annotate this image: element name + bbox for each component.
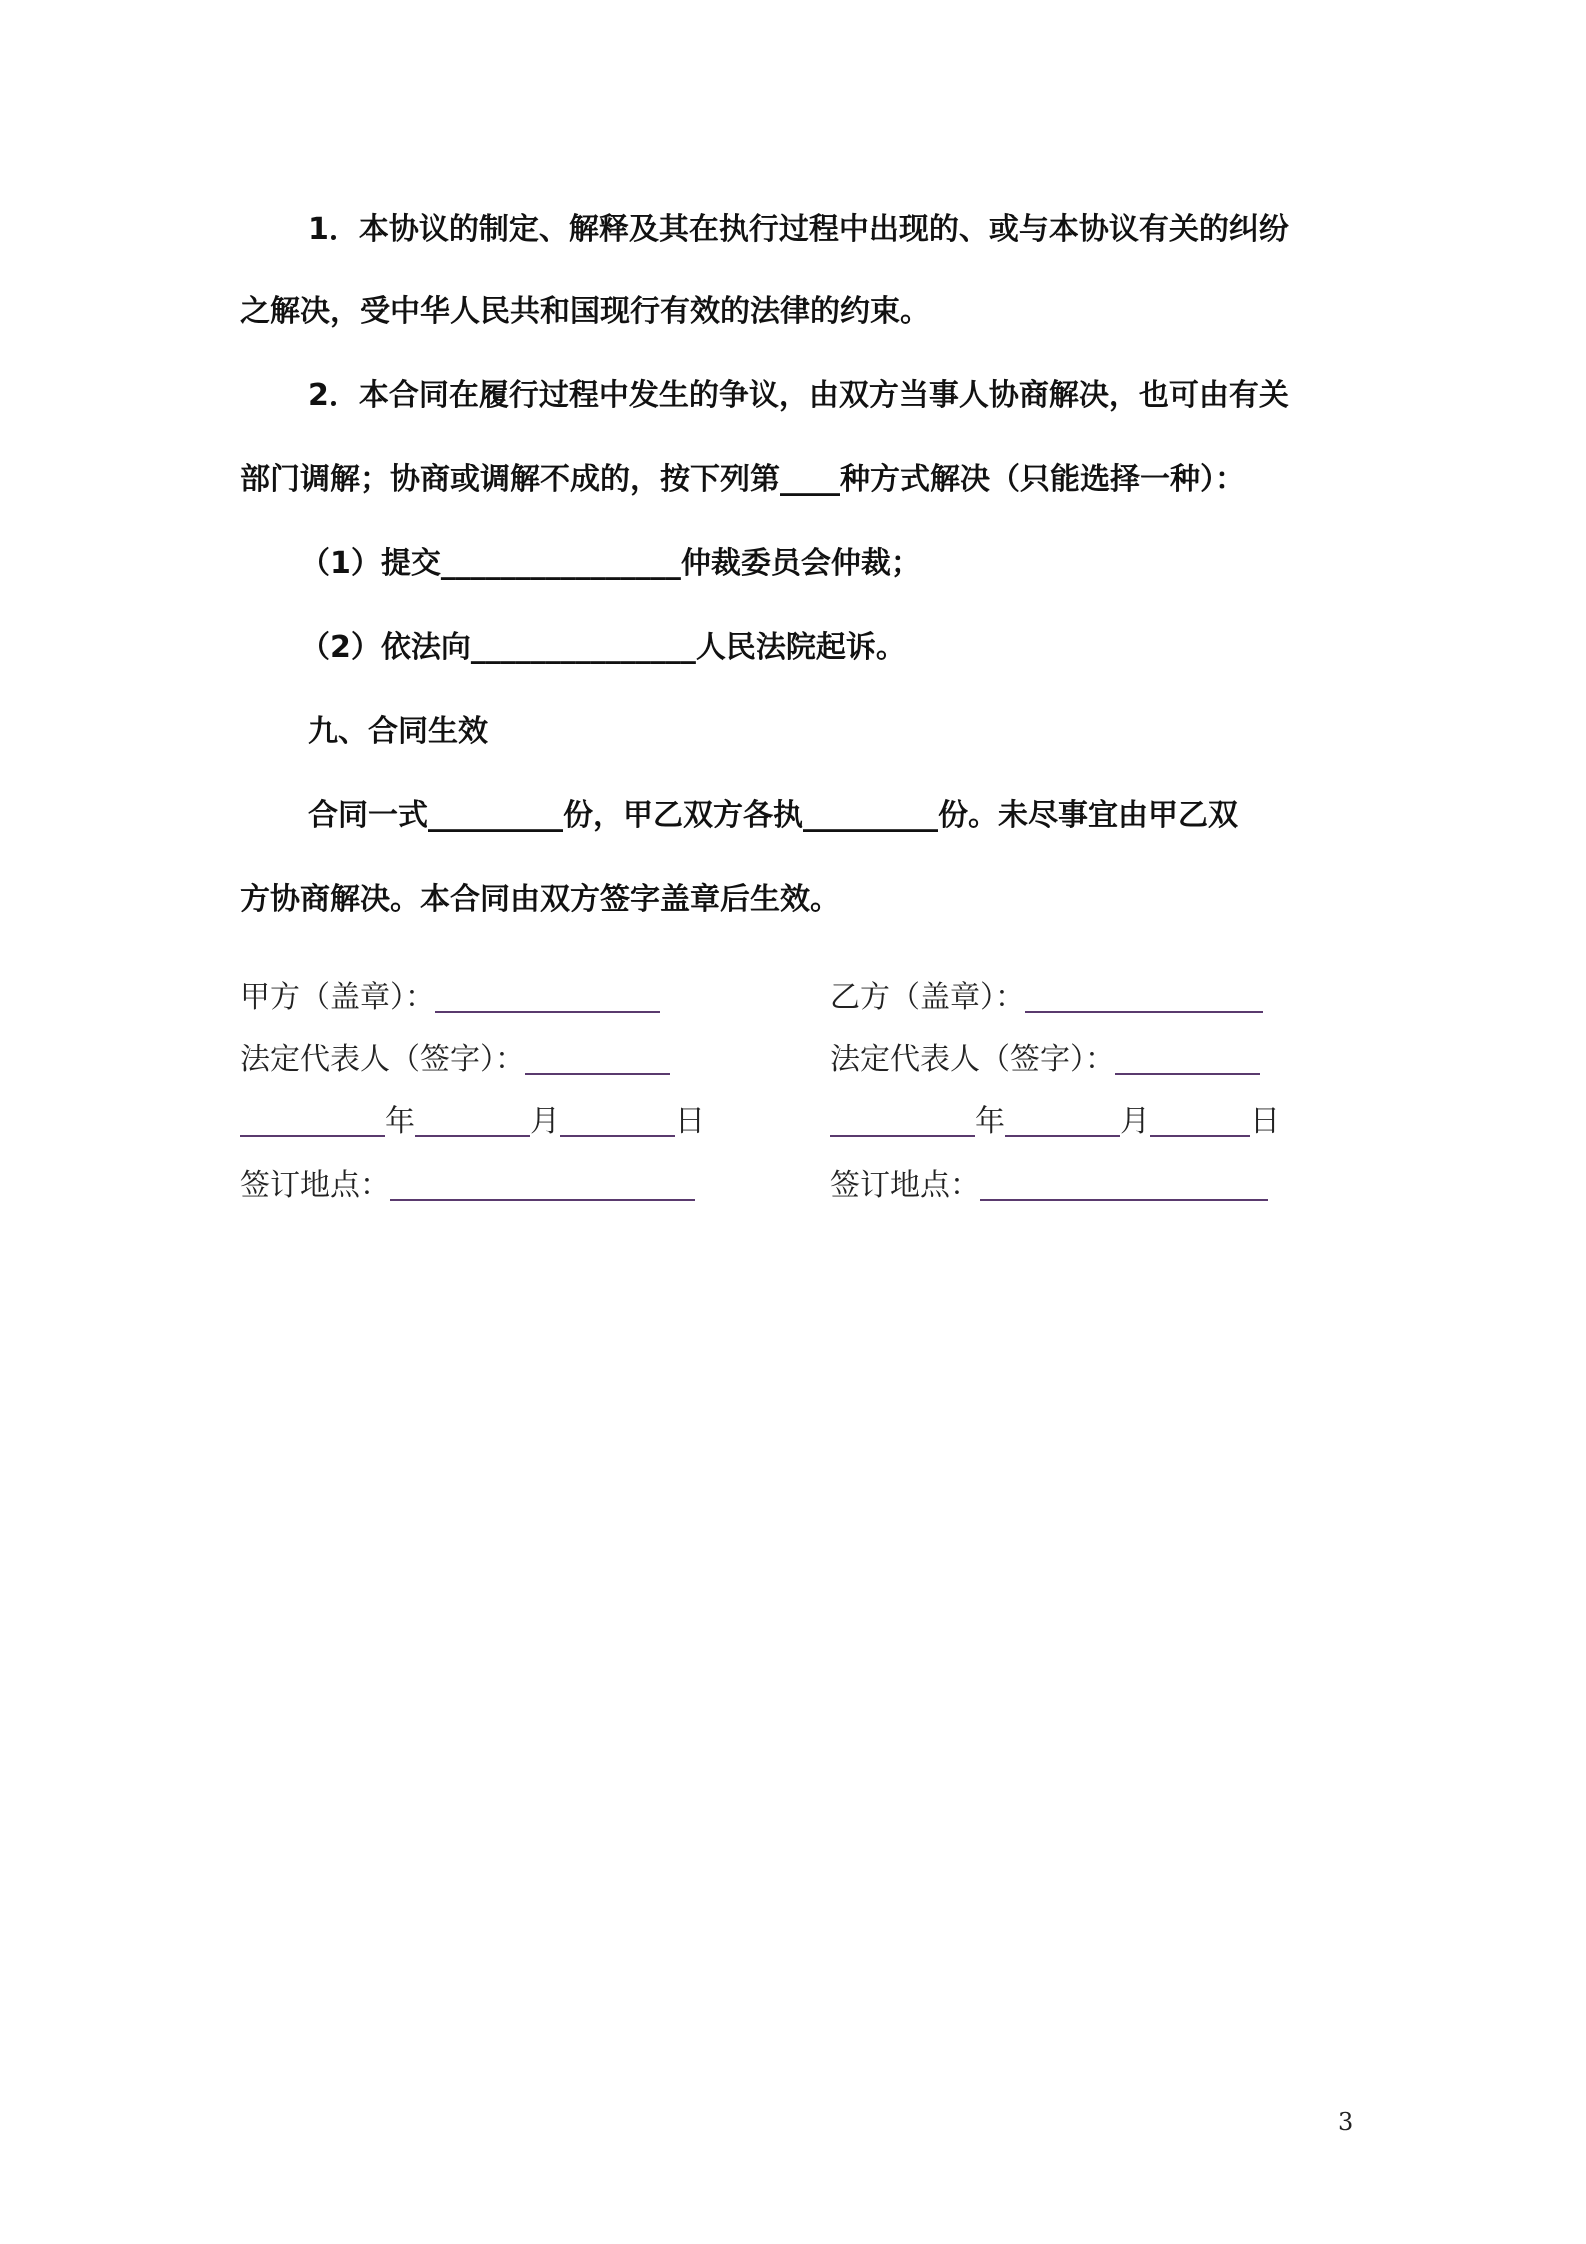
party-b-place-row <box>830 1166 1268 1206</box>
party-a-month-label: 月 <box>530 1104 560 1139</box>
clause8-item2-line1: 2．本合同在履行过程中发生的争议，由双方当事人协商解决，也可由有关 <box>308 378 1289 413</box>
party-a-month-blank[interactable] <box>415 1135 530 1137</box>
party-b-rep-blank[interactable] <box>1115 1073 1260 1075</box>
party-b-place-label: 签订地点： <box>830 1168 980 1203</box>
party-a-seal-row <box>240 978 660 1018</box>
party-b-seal-label: 乙方（盖章）： <box>830 980 1025 1015</box>
party-a-place-row <box>240 1166 695 1206</box>
clause8-option2: （2）依法向_______________人民法院起诉。 <box>300 630 906 665</box>
party-a-place-blank[interactable] <box>390 1199 695 1201</box>
party-b-seal-row <box>830 978 1263 1018</box>
party-b-month-blank[interactable] <box>1005 1135 1120 1137</box>
party-a-day-blank[interactable] <box>560 1135 675 1137</box>
party-a-day-label: 日 <box>675 1104 705 1139</box>
party-a-place-label: 签订地点： <box>240 1168 390 1203</box>
party-a-seal-label: 甲方（盖章）： <box>240 980 435 1015</box>
party-b-year-label: 年 <box>975 1104 1005 1139</box>
party-a-rep-label: 法定代表人（签字）： <box>240 1042 525 1077</box>
clause8-item1-line2: 之解决，受中华人民共和国现行有效的法律的约束。 <box>240 294 930 329</box>
party-a-date-row <box>240 1102 705 1142</box>
clause8-item2-line2: 部门调解；协商或调解不成的，按下列第____种方式解决（只能选择一种）： <box>240 462 1245 497</box>
party-a-seal-blank[interactable] <box>435 1011 660 1013</box>
party-a-rep-blank[interactable] <box>525 1073 670 1075</box>
clause8-item1-line1: 1．本协议的制定、解释及其在执行过程中出现的、或与本协议有关的纠纷 <box>308 212 1289 247</box>
page-number: 3 <box>1338 2108 1354 2136</box>
clause9-line2: 方协商解决。本合同由双方签字盖章后生效。 <box>240 882 840 917</box>
clause8-option1: （1）提交________________仲裁委员会仲裁； <box>300 546 921 581</box>
party-b-date-row <box>830 1102 1280 1142</box>
party-b-day-label: 日 <box>1250 1104 1280 1139</box>
party-b-seal-blank[interactable] <box>1025 1011 1263 1013</box>
party-b-rep-label: 法定代表人（签字）： <box>830 1042 1115 1077</box>
clause9-line1: 合同一式_________份，甲乙双方各执_________份。未尽事宜由甲乙双 <box>308 798 1238 833</box>
party-a-rep-row <box>240 1040 670 1080</box>
party-b-month-label: 月 <box>1120 1104 1150 1139</box>
party-b-day-blank[interactable] <box>1150 1135 1250 1137</box>
party-b-rep-row <box>830 1040 1260 1080</box>
party-b-place-blank[interactable] <box>980 1199 1268 1201</box>
party-a-year-label: 年 <box>385 1104 415 1139</box>
party-a-year-blank[interactable] <box>240 1135 385 1137</box>
clause9-heading: 九、合同生效 <box>308 714 488 749</box>
party-b-year-blank[interactable] <box>830 1135 975 1137</box>
